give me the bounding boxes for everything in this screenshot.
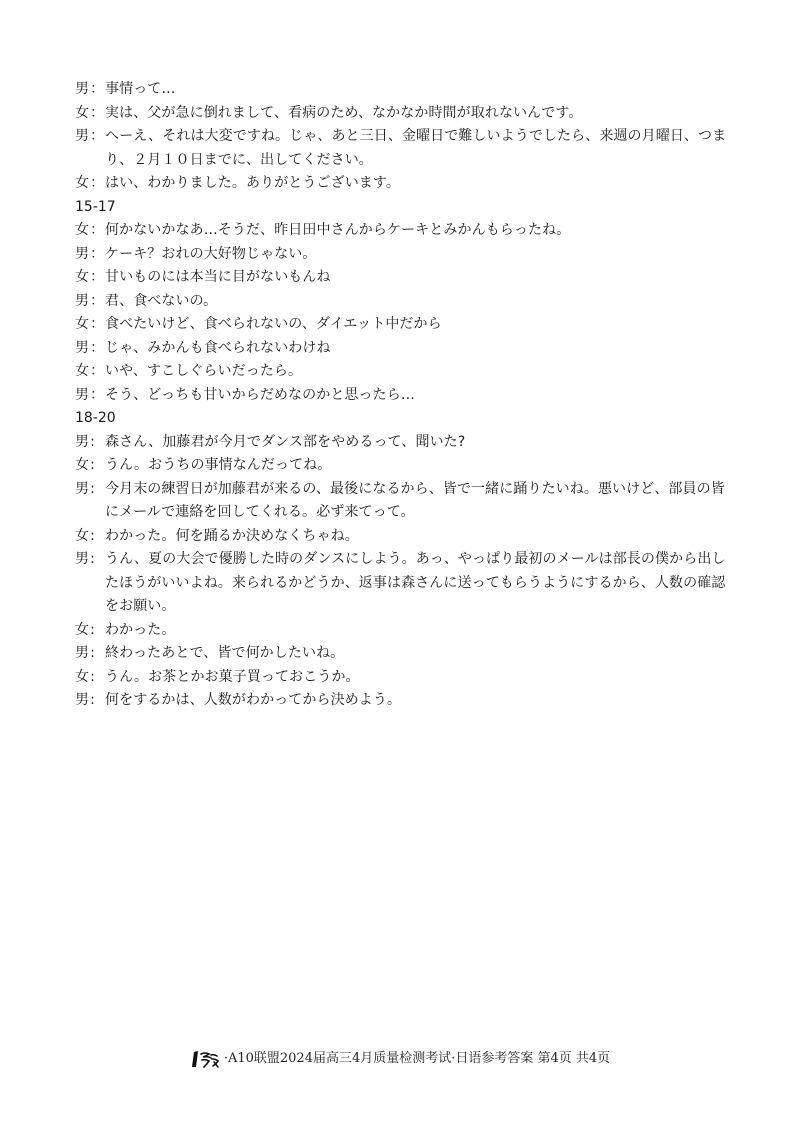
dialogue-line (75, 266, 735, 290)
speaker-separator: ： (90, 245, 105, 262)
dialogue-line (75, 384, 735, 408)
dialogue-text: 今月末の練習日が加藤君が来るの、最後になるから、皆で一緒に踊りたいね。悪いけど、部員の皆にメールで連絡を回してくれる。必ず来てって。 (105, 480, 725, 520)
dialogue-section (75, 407, 735, 713)
dialogue-text: 甘いものには本当に目がないもんね (105, 269, 331, 285)
speaker-separator: : (90, 621, 95, 638)
publisher-logo (190, 1050, 222, 1068)
speaker-label (75, 125, 105, 149)
dialogue-line (75, 102, 735, 126)
speaker-name: 女 (75, 269, 90, 285)
question-number: 18-20 (75, 410, 116, 426)
speaker-separator: : (90, 433, 95, 450)
dialogue-line (75, 172, 735, 196)
speaker-name: 男 (75, 81, 90, 97)
dialogue-text: わかった。 (105, 621, 176, 638)
speaker-label (75, 313, 105, 337)
dialogue-text: うん、夏の大会で優勝した時のダンスにしよう。あっ、やっぱり最初のメールは部長の僕から出したほうがいいよね。来られるかどうか、返事は森さんに送ってもらうようにするから、人数の確認をお願い。 (105, 551, 726, 614)
speaker-separator: : (90, 527, 95, 544)
dialogue-text: 食べたいけど、食べられないの、ダイエット中だから (105, 316, 442, 332)
dialogue-line (75, 689, 735, 713)
speaker-separator: : (90, 551, 95, 567)
dialogue-line (75, 642, 735, 666)
speaker-separator: ： (90, 339, 105, 356)
speaker-separator: : (90, 692, 95, 708)
dialogue-text: 森さん、加藤君が今月でダンス部をやめるって、聞いた? (105, 433, 466, 450)
dialogue-text: 何かないかなあ…そうだ、昨日田中さんからケーキとみかんもらったね。 (105, 222, 571, 238)
dialogue-line (75, 454, 735, 478)
speaker-name: 女 (75, 316, 90, 332)
speaker-label (75, 266, 105, 290)
footer-text: ·A10联盟2024届高三4月质量检测考试·日语参考答案 第4页 共4页 (223, 1051, 611, 1066)
speaker-separator: ： (90, 175, 105, 191)
dialogue-text: うん。おうちの事情なんだってね。 (105, 457, 332, 473)
dialogue-line (75, 290, 735, 314)
dialogue-text: 実は、父が急に倒れまして、看病のため、なかなか時間が取れないんです。 (105, 104, 583, 121)
speaker-separator: ： (90, 316, 105, 332)
dialogue-text: うん。お茶とかお菓子買っておこうか。 (105, 668, 360, 685)
speaker-label (75, 337, 105, 361)
speaker-label (75, 384, 105, 408)
speaker-separator: : (90, 668, 95, 685)
speaker-label (75, 642, 105, 666)
dialogue-text: はい、わかりました。ありがとうございます。 (105, 175, 400, 191)
speaker-label (75, 666, 105, 690)
dialogue-text: 事情って… (105, 81, 176, 97)
speaker-separator: : (90, 480, 95, 497)
speaker-label (75, 243, 105, 267)
dialogue-section (75, 196, 735, 408)
dialogue-line (75, 313, 735, 337)
speaker-separator: ： (90, 269, 105, 285)
speaker-name: 男 (75, 480, 90, 497)
dialogue-text: いや、すこしぐらいだったら。 (105, 363, 303, 379)
speaker-name: 男 (75, 292, 90, 309)
dialogue-text: ケーキ？おれの大好物じゃない。 (105, 245, 317, 262)
dialogue-line (75, 219, 735, 243)
speaker-name: 男 (75, 433, 90, 450)
speaker-label (75, 290, 105, 314)
dialogue-line (75, 619, 735, 643)
dialogue-text: へーえ、それは大変ですね。じゃ、あと三日、金曜日で難しいようでしたら、来週の月曜日、つまり、２月１０日までに、出してください。 (105, 128, 727, 168)
dialogue-text: 君、食べないの。 (105, 292, 218, 309)
speaker-name: 男 (75, 128, 90, 144)
dialogue-line (75, 525, 735, 549)
dialogue-text: そう、どっちも甘いからだめなのかと思ったら… (105, 386, 415, 403)
speaker-separator: ： (90, 128, 105, 144)
speaker-name: 男 (75, 386, 90, 403)
speaker-name: 女 (75, 104, 90, 121)
speaker-name: 男 (75, 551, 90, 567)
speaker-name: 女 (75, 222, 90, 238)
dialogue-text: 何をするかは、人数がわかってから決めよう。 (105, 692, 402, 708)
speaker-name: 女 (75, 175, 90, 191)
speaker-label (75, 219, 105, 243)
speaker-name: 男 (75, 692, 90, 708)
speaker-separator: ： (90, 104, 105, 121)
speaker-name: 女 (75, 527, 90, 544)
dialogue-line (75, 78, 735, 102)
dialogue-line (75, 431, 735, 455)
speaker-name: 男 (75, 339, 90, 356)
dialogue-line (75, 548, 735, 619)
speaker-separator: ： (90, 363, 105, 379)
dialogue-line (75, 337, 735, 361)
speaker-label (75, 454, 105, 478)
speaker-label (75, 102, 105, 126)
dialogue-section (75, 78, 735, 196)
speaker-name: 女 (75, 363, 90, 379)
dialogue-text: 終わったあとで、皆で何かしたいね。 (105, 645, 345, 661)
speaker-separator: ： (90, 222, 105, 238)
speaker-separator: : (90, 645, 95, 661)
dialogue-line (75, 243, 735, 267)
speaker-label (75, 478, 105, 502)
question-number: 15-17 (75, 198, 116, 215)
speaker-separator: ： (90, 81, 105, 97)
speaker-name: 女 (75, 457, 90, 473)
speaker-name: 女 (75, 668, 90, 685)
speaker-separator: ： (90, 386, 105, 403)
speaker-name: 男 (75, 245, 90, 262)
dialogue-line (75, 360, 735, 384)
dialogue-line (75, 125, 735, 172)
speaker-label (75, 431, 105, 455)
speaker-name: 女 (75, 621, 90, 638)
speaker-label (75, 525, 105, 549)
speaker-separator: ： (90, 292, 105, 309)
speaker-label (75, 689, 105, 713)
speaker-label (75, 172, 105, 196)
dialogue-text: わかった。何を踊るか決めなくちゃね。 (105, 527, 359, 544)
dialogue-line (75, 666, 735, 690)
speaker-label (75, 78, 105, 102)
document-body (75, 78, 735, 713)
speaker-name: 男 (75, 645, 90, 661)
dialogue-line (75, 478, 735, 525)
dialogue-text: じゃ、みかんも食べられないわけね (105, 339, 331, 356)
speaker-separator: : (90, 457, 95, 473)
speaker-label (75, 619, 105, 643)
page-footer (0, 1049, 800, 1070)
speaker-label (75, 548, 105, 572)
speaker-label (75, 360, 105, 384)
